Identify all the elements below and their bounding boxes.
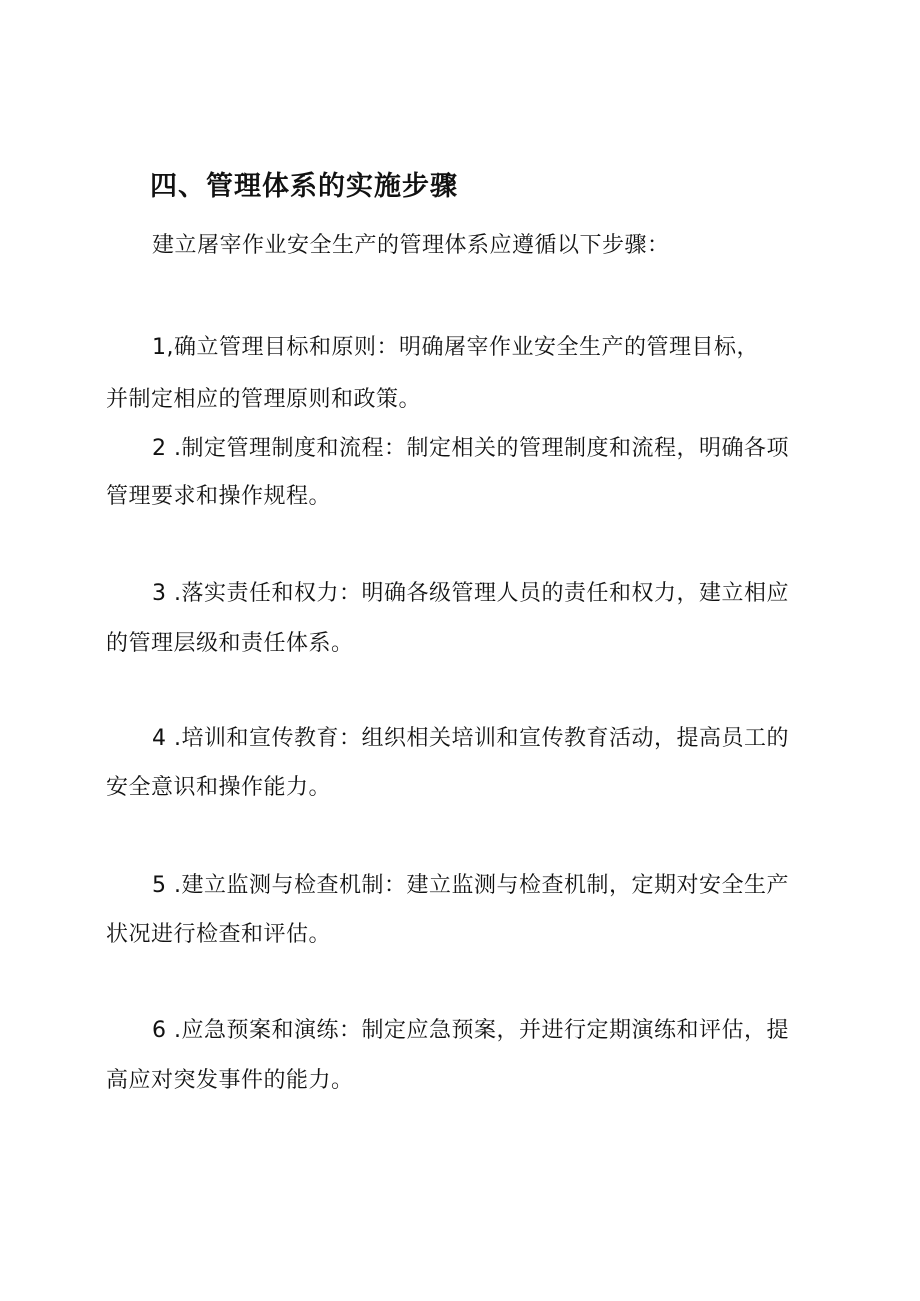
step-3-line-1: 3 .落实责任和权力：明确各级管理人员的责任和权力，建立相应 xyxy=(152,581,789,606)
intro-paragraph: 建立屠宰作业安全生产的管理体系应遵循以下步骤： xyxy=(152,233,670,258)
step-4-line-2: 安全意识和操作能力。 xyxy=(106,775,332,800)
step-4-line-1: 4 .培训和宣传教育：组织相关培训和宣传教育活动，提高员工的 xyxy=(152,726,789,751)
step-6-line-1: 6 .应急预案和演练：制定应急预案，并进行定期演练和评估，提 xyxy=(152,1018,789,1043)
step-5-line-1: 5 .建立监测与检查机制：建立监测与检查机制，定期对安全生产 xyxy=(152,873,789,898)
step-6-line-2: 高应对突发事件的能力。 xyxy=(106,1068,354,1093)
step-2-line-2: 管理要求和操作规程。 xyxy=(106,484,332,509)
step-1-line-1: 1,确立管理目标和原则：明确屠宰作业安全生产的管理目标， xyxy=(152,335,759,360)
step-5-line-2: 状况进行检查和评估。 xyxy=(106,922,332,947)
section-heading: 四、管理体系的实施步骤 xyxy=(150,171,458,202)
step-1-line-2: 并制定相应的管理原则和政策。 xyxy=(106,387,422,412)
step-3-line-2: 的管理层级和责任体系。 xyxy=(106,631,354,656)
step-2-line-1: 2 .制定管理制度和流程：制定相关的管理制度和流程，明确各项 xyxy=(152,436,789,461)
